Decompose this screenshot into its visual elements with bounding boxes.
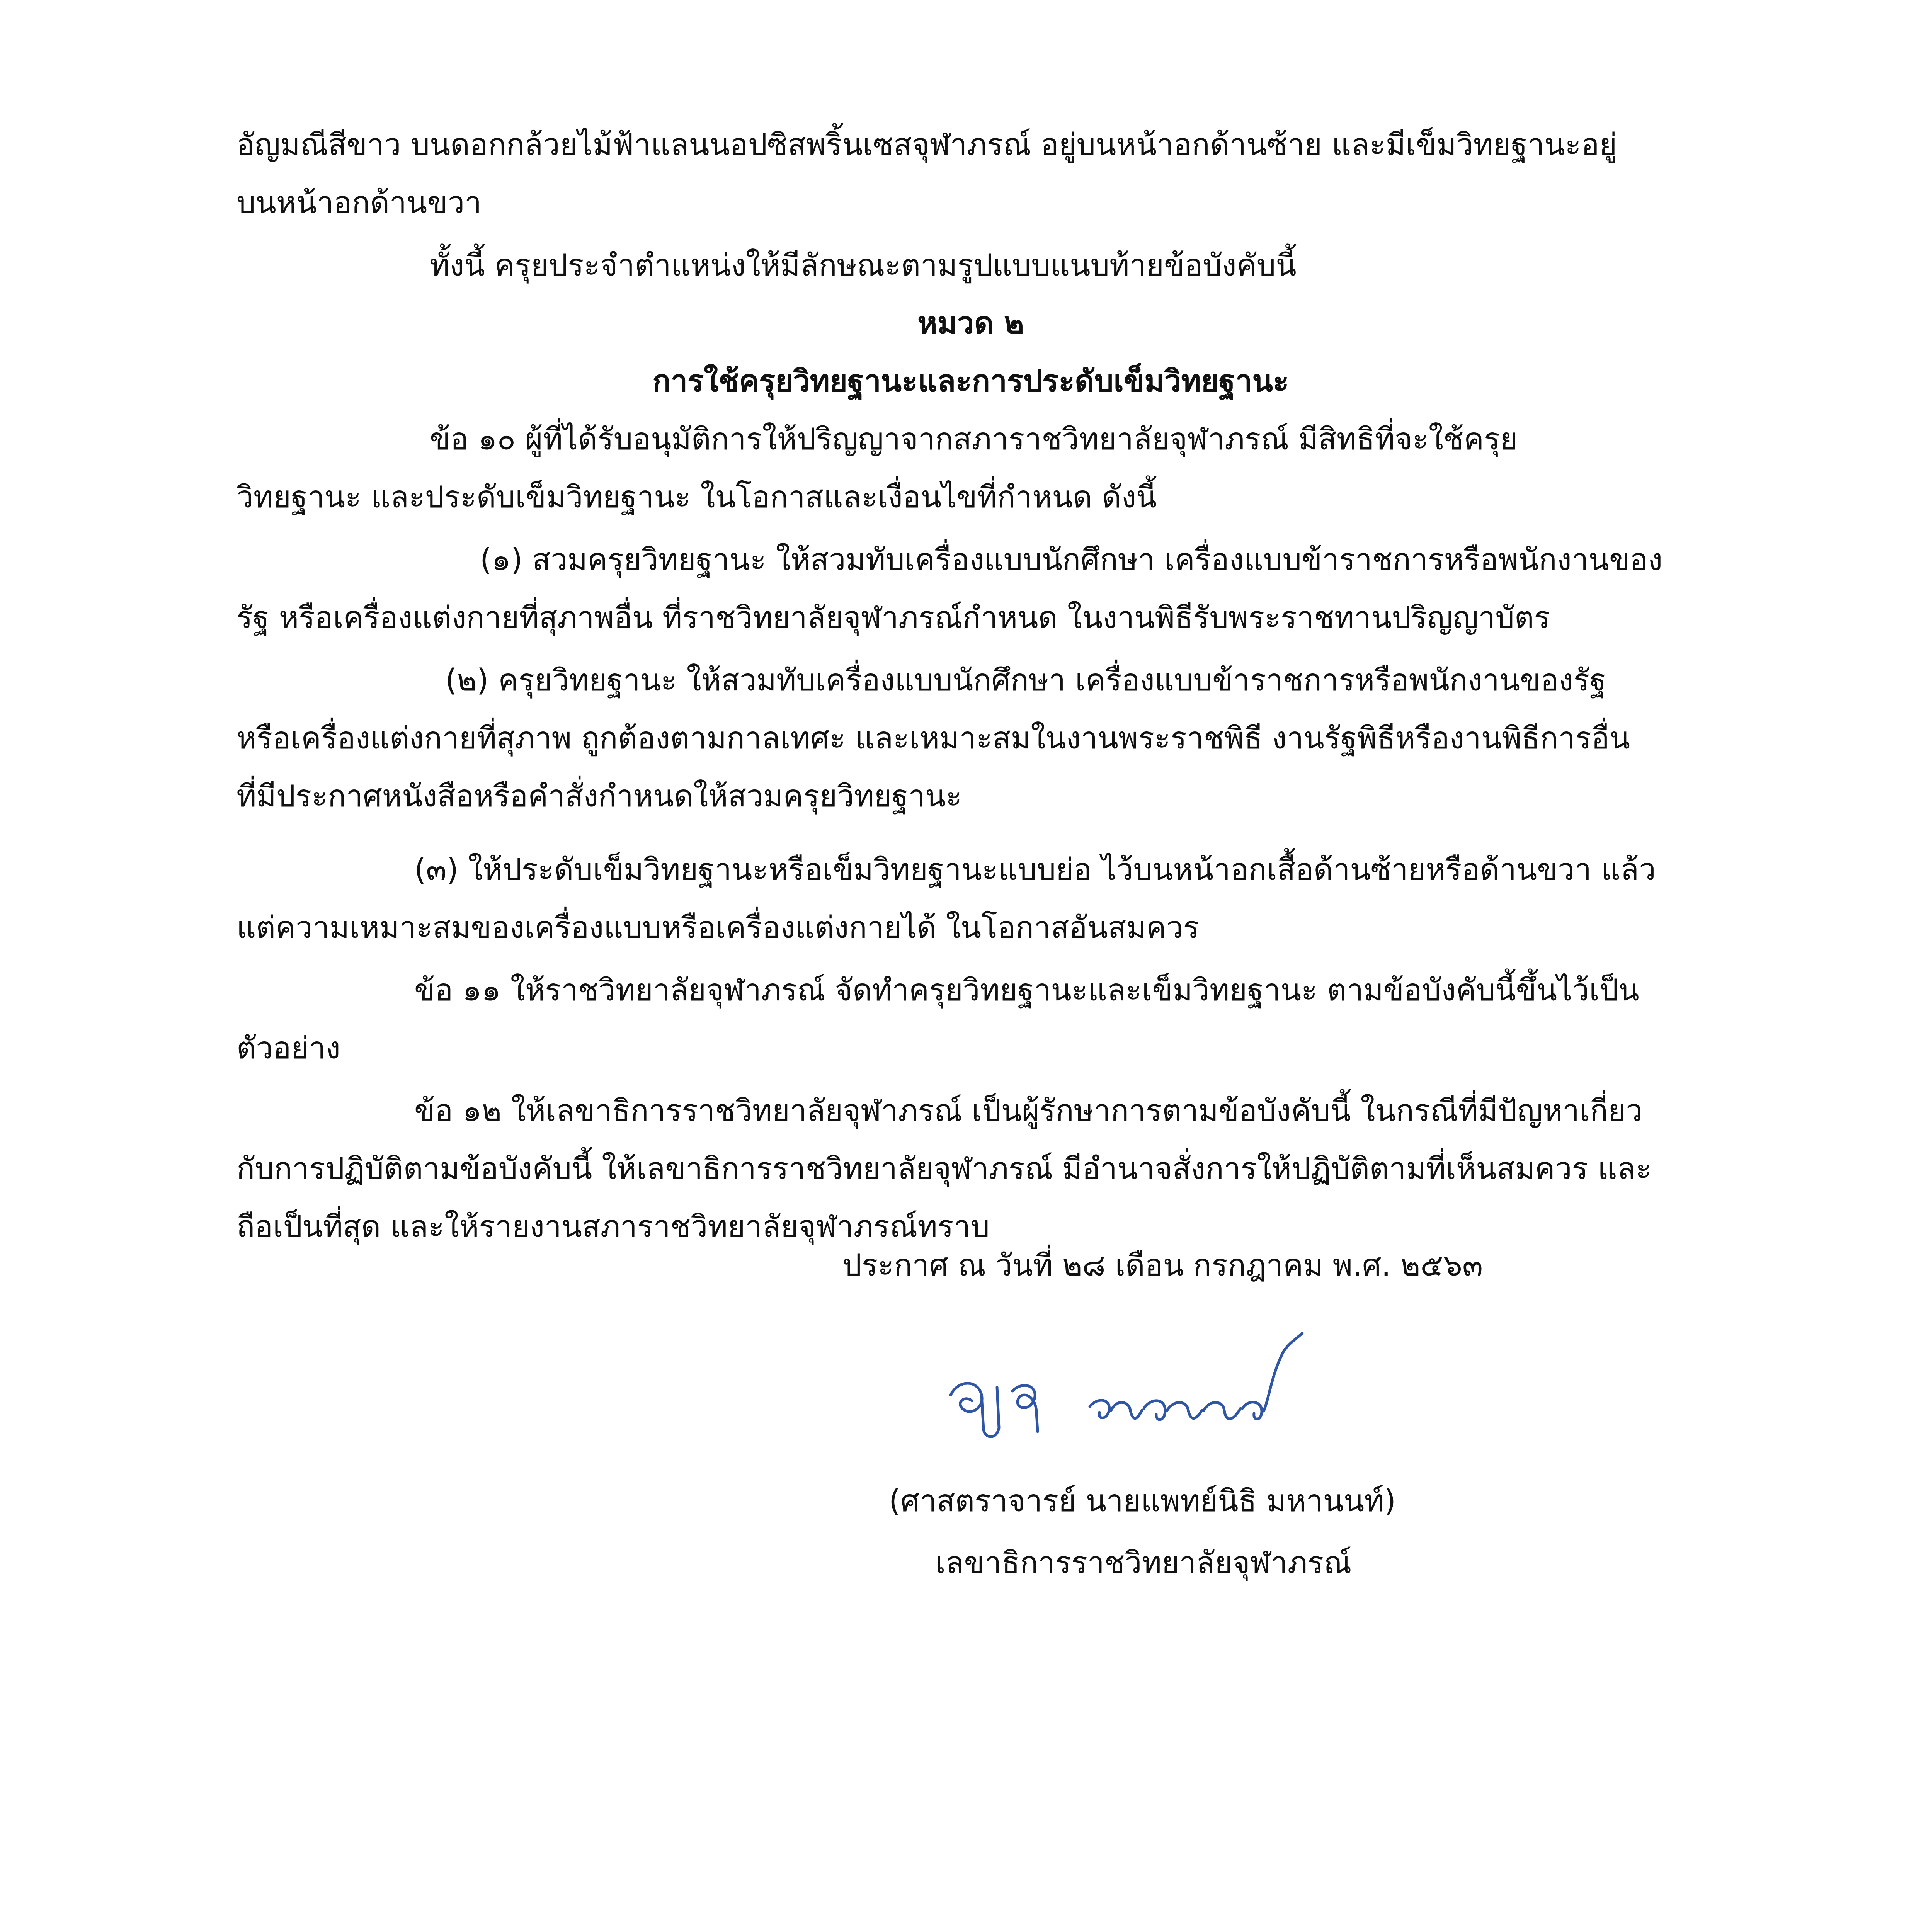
item-1-line: รัฐ หรือเครื่องแต่งกายที่สุภาพอื่น ที่ราชวิทยาลัยจุฬาภรณ์กำหนด ในงานพิธีรับพระราชทานปริญญาบัตร bbox=[237, 600, 1550, 635]
item-3-line: (๓) ให้ประดับเข็มวิทยฐานะหรือเข็มวิทยฐานะแบบย่อ ไว้บนหน้าอกเสื้อด้านซ้ายหรือด้านขวา แล้ว bbox=[414, 852, 1656, 887]
body-line: ทั้งนี้ ครุยประจำตำแหน่งให้มีลักษณะตามรูปแบบแนบท้ายข้อบังคับนี้ bbox=[430, 248, 1297, 283]
clause-12-line: ถือเป็นที่สุด และให้รายงานสภาราชวิทยาลัยจุฬาภรณ์ทราบ bbox=[237, 1209, 990, 1244]
body-line: อัญมณีสีขาว บนดอกกล้วยไม้ฟ้าแลนนอปซิสพริ้นเซสจุฬาภรณ์ อยู่บนหน้าอกด้านซ้าย และมีเข็มวิทยฐานะอยู่ bbox=[237, 128, 1617, 162]
signer-title: เลขาธิการราชวิทยาลัยจุฬาภรณ์ bbox=[935, 1546, 1352, 1580]
announcement-date: ประกาศ ณ วันที่ ๒๘ เดือน กรกฎาคม พ.ศ. ๒๕๖๓ bbox=[842, 1248, 1483, 1283]
body-line: บนหน้าอกด้านขวา bbox=[237, 185, 482, 220]
clause-12-line: ข้อ ๑๒ ให้เลขาธิการราชวิทยาลัยจุฬาภรณ์ เป็นผู้รักษาการตามข้อบังคับนี้ ในกรณีที่มีปัญหาเกี่ยว bbox=[414, 1094, 1643, 1128]
chapter-title: การใช้ครุยวิทยฐานะและการประดับเข็มวิทยฐานะ bbox=[652, 364, 1289, 399]
clause-10-line: ข้อ ๑๐ ผู้ที่ได้รับอนุมัติการให้ปริญญาจากสภาราชวิทยาลัยจุฬาภรณ์ มีสิทธิที่จะใช้ครุย bbox=[430, 422, 1518, 457]
item-1-line: (๑) สวมครุยวิทยฐานะ ให้สวมทับเครื่องแบบนักศึกษา เครื่องแบบข้าราชการหรือพนักงานของ bbox=[480, 543, 1663, 577]
clause-11-line: ข้อ ๑๑ ให้ราชวิทยาลัยจุฬาภรณ์ จัดทำครุยวิทยฐานะและเข็มวิทยฐานะ ตามข้อบังคับนี้ขึ้นไว้เป็น bbox=[414, 973, 1639, 1008]
signer-name: (ศาสตราจารย์ นายแพทย์นิธิ มหานนท์) bbox=[889, 1484, 1396, 1519]
item-2-line: ที่มีประกาศหนังสือหรือคำสั่งกำหนดให้สวมครุยวิทยฐานะ bbox=[237, 779, 962, 814]
document-body bbox=[237, 116, 1705, 1256]
item-2-line: หรือเครื่องแต่งกายที่สุภาพ ถูกต้องตามกาลเทศะ และเหมาะสมในงานพระราชพิธี งานรัฐพิธีหรืองานพิธีการอื่น bbox=[237, 721, 1630, 756]
clause-12-line: กับการปฏิบัติตามข้อบังคับนี้ ให้เลขาธิการราชวิทยาลัยจุฬาภรณ์ มีอำนาจสั่งการให้ปฏิบัติตามที่เห็นสมควร และ bbox=[237, 1151, 1652, 1186]
clause-10-line: วิทยฐานะ และประดับเข็มวิทยฐานะ ในโอกาสและเงื่อนไขที่กำหนด ดังนี้ bbox=[237, 480, 1157, 515]
item-2-line: (๒) ครุยวิทยฐานะ ให้สวมทับเครื่องแบบนักศึกษา เครื่องแบบข้าราชการหรือพนักงานของรัฐ bbox=[445, 663, 1606, 698]
item-3-line: แต่ความเหมาะสมของเครื่องแบบหรือเครื่องแต่งกายได้ ในโอกาสอันสมควร bbox=[237, 910, 1200, 945]
chapter-heading: หมวด ๒ bbox=[917, 306, 1024, 341]
clause-11-line: ตัวอย่าง bbox=[237, 1031, 340, 1066]
handwritten-signature bbox=[935, 1329, 1360, 1453]
